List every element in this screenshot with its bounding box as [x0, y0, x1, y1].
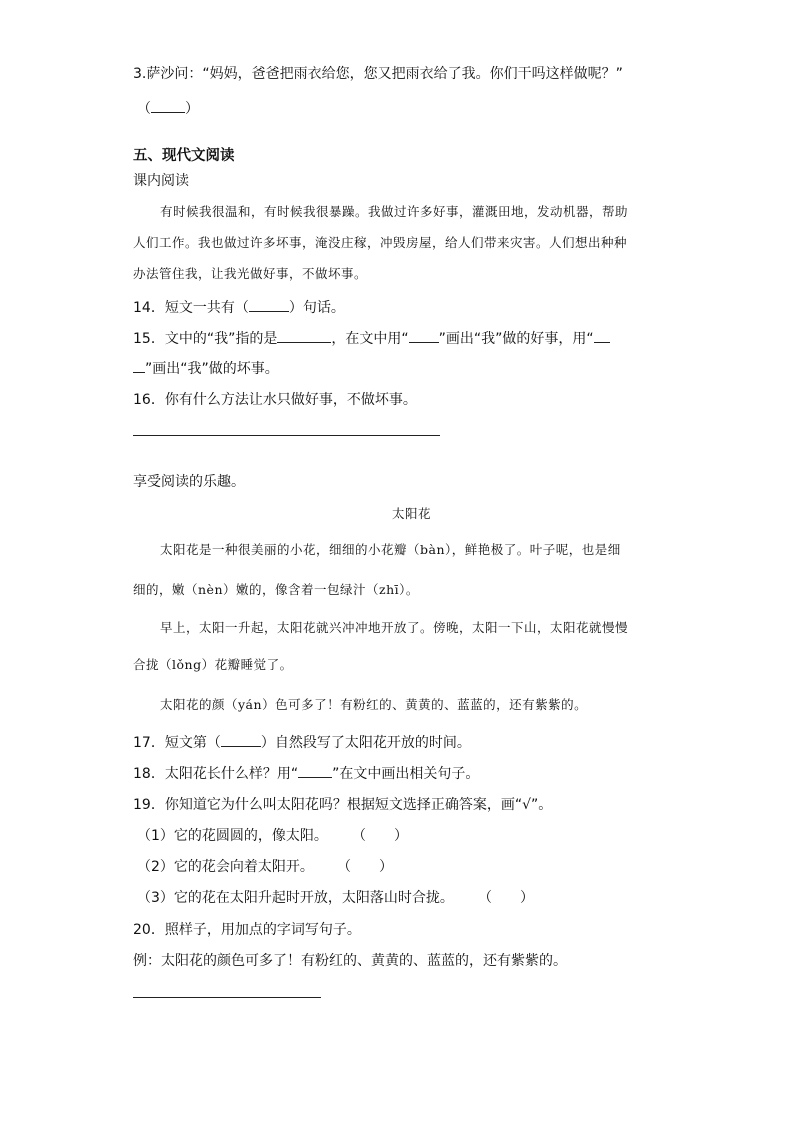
question-17: 17．短文第（ ）自然段写了太阳花开放的时间。 — [133, 732, 471, 753]
bracket-close: ） — [185, 101, 199, 117]
answer-blank[interactable] — [221, 732, 261, 747]
question-18: 18．太阳花长什么样？用“ ”在文中画出相关句子。 — [133, 763, 479, 784]
answer-blank[interactable] — [298, 763, 332, 778]
bracket-open: （ — [137, 101, 151, 117]
option-19-3: （3）它的花在太阳升起时开放，太阳落山时合拢。 — [137, 890, 454, 906]
passage2-line-3: 早上，太阳一升起，太阳花就兴冲冲地开放了。傍晚，太阳一下山，太阳花就慢慢 — [160, 620, 629, 635]
subheading-enjoy-reading: 享受阅读的乐趣。 — [133, 474, 245, 490]
passage2-title: 太阳花 — [392, 506, 432, 521]
answer-line-16[interactable] — [133, 435, 440, 436]
passage2-line-2: 细的，嫩（nèn）嫩的，像含着一包绿汁（zhī）。 — [133, 582, 419, 597]
answer-bracket-3[interactable] — [137, 98, 199, 119]
option-19-2: （2）它的花会向着太阳开。 — [137, 859, 314, 875]
answer-blank[interactable] — [249, 297, 289, 312]
answer-blank[interactable] — [594, 328, 610, 343]
passage2-line-1: 太阳花是一种很美丽的小花，细细的小花瓣（bàn），鲜艳极了。叶子呢，也是细 — [160, 542, 621, 557]
answer-blank[interactable] — [277, 328, 331, 343]
tick-bracket-2[interactable]: （ ） — [337, 859, 393, 875]
passage1-line-1: 有时候我很温和，有时候我很暴躁。我做过许多好事，灌溉田地，发动机器，帮助 — [160, 204, 629, 219]
answer-blank[interactable] — [133, 358, 145, 373]
question-15-cont: ”画出“我”做的坏事。 — [133, 358, 279, 379]
passage2-line-5: 太阳花的颜（yán）色可多了！有粉红的、黄黄的、蓝蓝的，还有紫紫的。 — [160, 697, 588, 712]
passage1-line-3: 办法管住我，让我光做好事，不做坏事。 — [133, 266, 368, 281]
example-20: 例：太阳花的颜色可多了！有粉红的、黄黄的、蓝蓝的，还有紫紫的。 — [133, 953, 567, 969]
answer-line-20[interactable] — [133, 997, 321, 998]
tick-bracket-3[interactable]: （ ） — [478, 890, 534, 906]
tick-bracket-1[interactable]: （ ） — [352, 828, 408, 844]
passage1-line-2: 人们工作。我也做过许多坏事，淹没庄稼，冲毁房屋，给人们带来灾害。人们想出种种 — [133, 235, 628, 250]
answer-blank[interactable] — [409, 328, 439, 343]
question-15: 15．文中的“我”指的是 ，在文中用“ ”画出“我”做的好事，用“ — [133, 328, 610, 349]
question-14: 14．短文一共有（ ）句话。 — [133, 297, 345, 318]
question-3: 3.萨沙问：“妈妈，爸爸把雨衣给您，您又把雨衣给了我。你们干吗这样做呢？” — [133, 66, 623, 82]
passage2-line-4: 合拢（lǒng）花瓣睡觉了。 — [133, 657, 293, 672]
subheading-in-class-reading: 课内阅读 — [133, 173, 189, 189]
question-20: 20．照样子，用加点的字词写句子。 — [133, 922, 361, 938]
option-19-1: （1）它的花圆圆的，像太阳。 — [137, 828, 328, 844]
question-16: 16．你有什么方法让水只做好事，不做坏事。 — [133, 392, 417, 408]
answer-blank[interactable] — [151, 98, 185, 113]
section-title: 五、现代文阅读 — [133, 148, 235, 164]
question-19: 19．你知道它为什么叫太阳花吗？根据短文选择正确答案，画“√”。 — [133, 797, 553, 813]
